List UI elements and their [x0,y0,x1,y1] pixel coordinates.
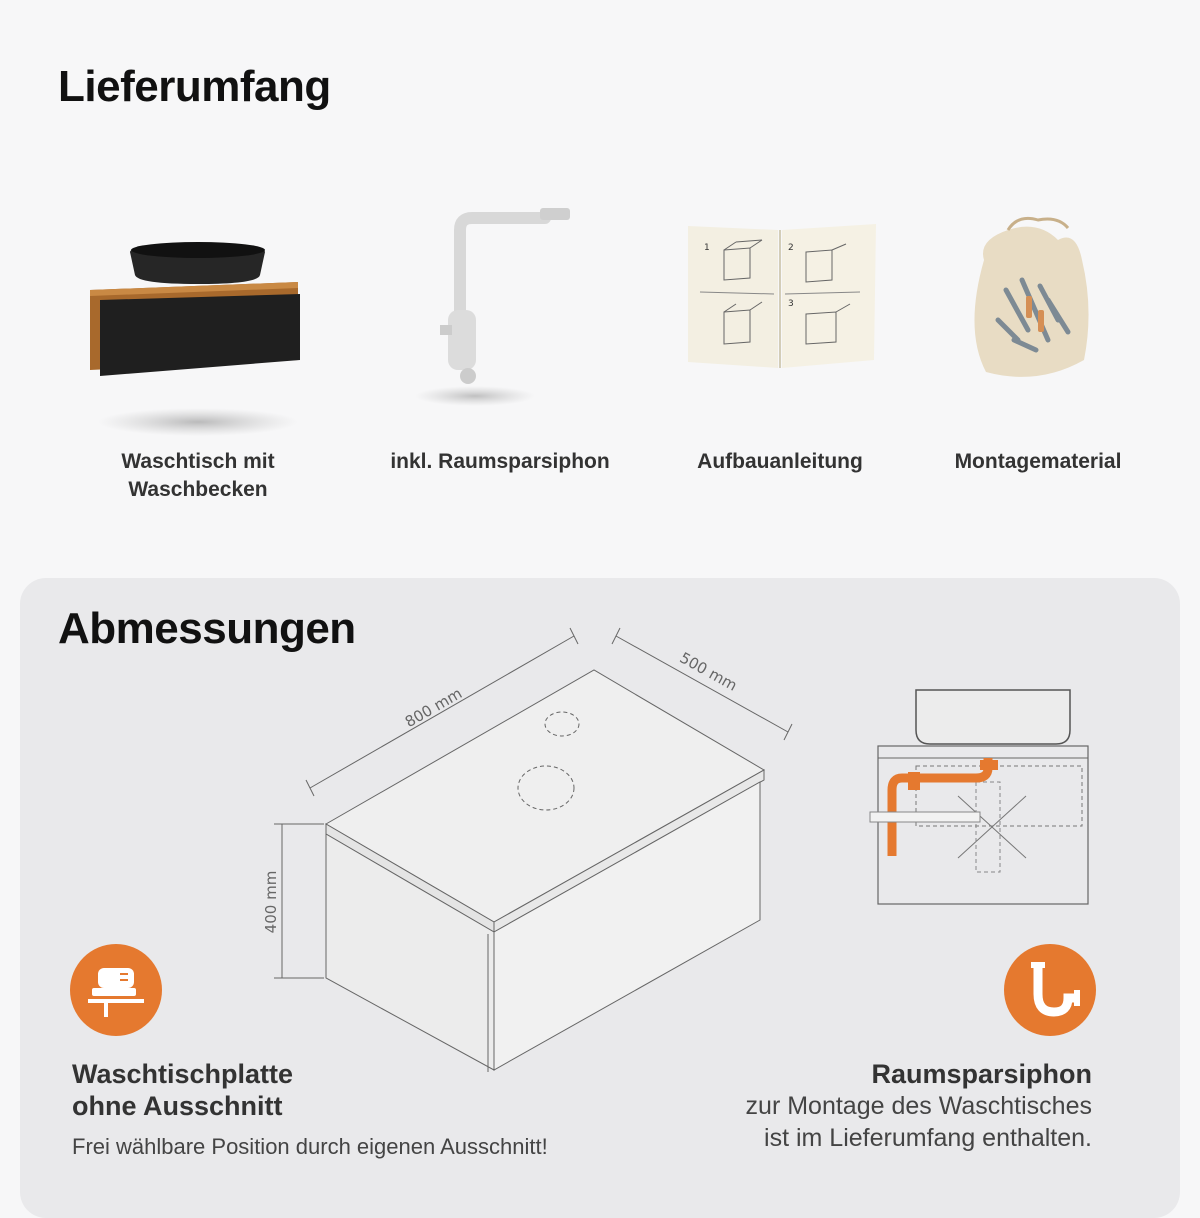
width-dimension-label: 800 mm [401,684,466,732]
screw-bag-image [898,200,1178,440]
vanity-with-basin-image [58,200,338,440]
siphon-installation-drawing [866,686,1096,910]
product-screws [898,200,1178,520]
step-number: 2 [788,243,794,253]
siphon-badge [1004,944,1096,1036]
feature-left-description: Frei wählbare Position durch eigenen Ausschnitt! [72,1134,548,1159]
jigsaw-icon [70,944,162,1036]
siphon-image [360,200,640,440]
product-manual [640,200,920,520]
feature-left-title: Waschtischplatte ohne Ausschnitt [72,1059,294,1121]
manual-booklet-image [640,200,920,440]
section-title-lieferumfang: Lieferumfang [58,62,331,111]
step-number: 3 [788,299,794,309]
height-dimension-label: 400 mm [262,870,280,934]
product-label: inkl. Raumsparsiphon [390,450,610,473]
cabinet-dimension-drawing [240,620,820,1090]
feature-right-title: Raumsparsiphon [871,1059,1092,1089]
feature-right-description: zur Montage des Waschtisches ist im Lieferumfang enthalten. [745,1092,1092,1152]
product-label: Montagematerial [954,450,1122,473]
product-label: Aufbauanleitung [697,450,863,473]
product-label: Waschtisch mit Waschbecken [121,450,275,501]
product-siphon [360,200,640,520]
depth-dimension-label: 500 mm [676,648,741,695]
step-number: 1 [704,243,710,253]
section-title-abmessungen: Abmessungen [58,604,356,653]
siphon-pipe-icon [1004,944,1096,1036]
jigsaw-badge [70,944,162,1036]
product-vanity [58,200,338,520]
